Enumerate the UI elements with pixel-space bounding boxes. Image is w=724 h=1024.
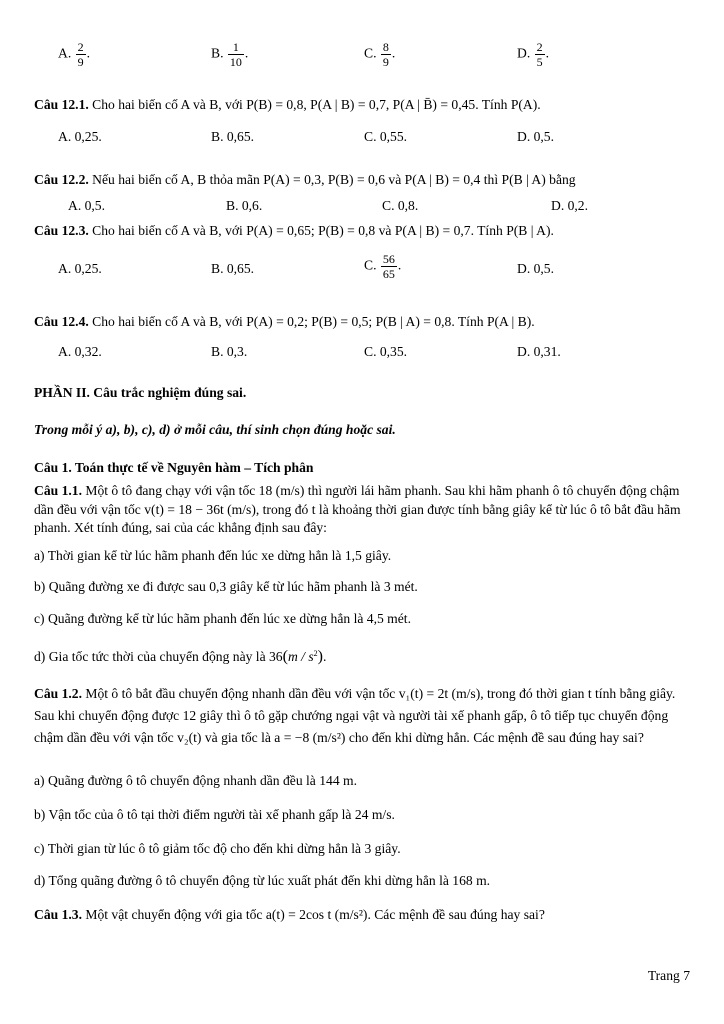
option-a: A. $\frac{2}{9}$ . — [58, 40, 91, 69]
part2-instruction: Trong mỗi ý a), b), c), d) ở mỗi câu, thí sinh chọn đúng hoặc sai. — [34, 422, 396, 437]
question-12-2: Câu 12.2. Nếu hai biến cố A, B thỏa mãn P(A) = 0,3, P(B) = 0,6 và P(A | B) = 0,4 thì P(B | A) bằng — [34, 172, 576, 187]
question-1-2: Câu 1.2. Một ô tô bắt đầu chuyển động nhanh dần đều với vận tốc v₁(t) = 2t (m/s), trong đó thời gian t tính bằng giây. Sau khi chuyển động được 12 giây thì ô tô gặp chướng ngại vật và người tài xế phanh gấp, ô tô tiếp tục chuyển động chậm dần đều với vận tốc v₂(t) và gia tốc là a = −8 (m/s²) cho đến khi dừng hẳn. Các mệnh đề sau đúng hay sai? — [34, 686, 676, 745]
question-1-1: Câu 1.1. Một ô tô đang chạy với vận tốc 18 (m/s) thì người lái hãm phanh. Sau khi hãm phanh ô tô chuyển động chậm dần đều với vận tốc v(t) = 18 − 36t (m/s), trong đó t là khoảng thời gian được tính bằng giây kể từ lúc ô tô bắt đầu hãm phanh. Xét tính đúng, sai của các khẳng định sau đây: — [34, 483, 681, 535]
q12-item-b: b) Vận tốc của ô tô tại thời điểm người tài xế phanh gấp là 24 m/s. — [34, 807, 395, 822]
question-12-1: Câu 12.1. Cho hai biến cố A và B, với P(B) = 0,8, P(A | B) = 0,7, P(A | B̄) = 0,45. Tính P(A). — [34, 97, 541, 112]
page-number: Trang 7 — [647, 968, 690, 983]
q11-item-b: b) Quãng đường xe đi được sau 0,3 giây kể từ lúc hãm phanh là 3 mét. — [34, 579, 418, 594]
option-d: D. $\frac{2}{5}$ . — [517, 40, 550, 69]
q124-option-d: D. 0,31. — [517, 344, 561, 359]
q11-item-c: c) Quãng đường kể từ lúc hãm phanh đến lúc xe dừng hẳn là 4,5 mét. — [34, 611, 411, 626]
q124-option-c: C. 0,35. — [364, 344, 408, 359]
q124-option-a: A. 0,32. — [58, 344, 102, 359]
q121-option-a: A. 0,25. — [58, 129, 102, 144]
q122-option-b: B. 0,6. — [226, 198, 263, 213]
q121-option-c: C. 0,55. — [364, 129, 408, 144]
q123-option-b: B. 0,65. — [211, 261, 255, 276]
question-1-3: Câu 1.3. Một vật chuyển động với gia tốc a(t) = 2cos t (m/s²). Các mệnh đề sau đúng hay sai? — [34, 907, 545, 922]
q121-option-b: B. 0,65. — [211, 129, 255, 144]
q12-item-a: a) Quãng đường ô tô chuyển động nhanh dần đều là 144 m. — [34, 773, 357, 788]
q11-item-d: d) Gia tốc tức thời của chuyển động này là $36(m / s^2)$. — [34, 648, 327, 665]
q122-option-a: A. 0,5. — [68, 198, 106, 213]
q124-option-b: B. 0,3. — [211, 344, 248, 359]
q12-item-c: c) Thời gian từ lúc ô tô giảm tốc độ cho đến khi dừng hẳn là 3 giây. — [34, 841, 401, 856]
q11-item-a: a) Thời gian kể từ lúc hãm phanh đến lúc xe dừng hẳn là 1,5 giây. — [34, 548, 392, 563]
q123-option-a: A. 0,25. — [58, 261, 102, 276]
q122-option-d: D. 0,2. — [551, 198, 589, 213]
q123-option-d: D. 0,5. — [517, 261, 555, 276]
cau1-title: Câu 1. Toán thực tế về Nguyên hàm – Tích phân — [34, 460, 314, 475]
option-c: C. $\frac{8}{9}$ . — [364, 40, 396, 69]
q122-option-c: C. 0,8. — [382, 198, 419, 213]
question-12-4: Câu 12.4. Cho hai biến cố A và B, với P(A) = 0,2; P(B) = 0,5; P(B | A) = 0,8. Tính P(A | B). — [34, 314, 535, 329]
q123-option-c: C. $\frac{56}{65}$ . — [364, 252, 402, 281]
q121-option-d: D. 0,5. — [517, 129, 555, 144]
question-12-3: Câu 12.3. Cho hai biến cố A và B, với P(A) = 0,65; P(B) = 0,8 và P(A | B) = 0,7. Tính P(B | A). — [34, 223, 554, 238]
q12-item-d: d) Tổng quãng đường ô tô chuyển động từ lúc xuất phát đến khi dừng hẳn là 168 m. — [34, 873, 491, 888]
option-b: B. $\frac{1}{10}$ . — [211, 40, 249, 69]
part2-title: PHẦN II. Câu trắc nghiệm đúng sai. — [34, 385, 247, 400]
